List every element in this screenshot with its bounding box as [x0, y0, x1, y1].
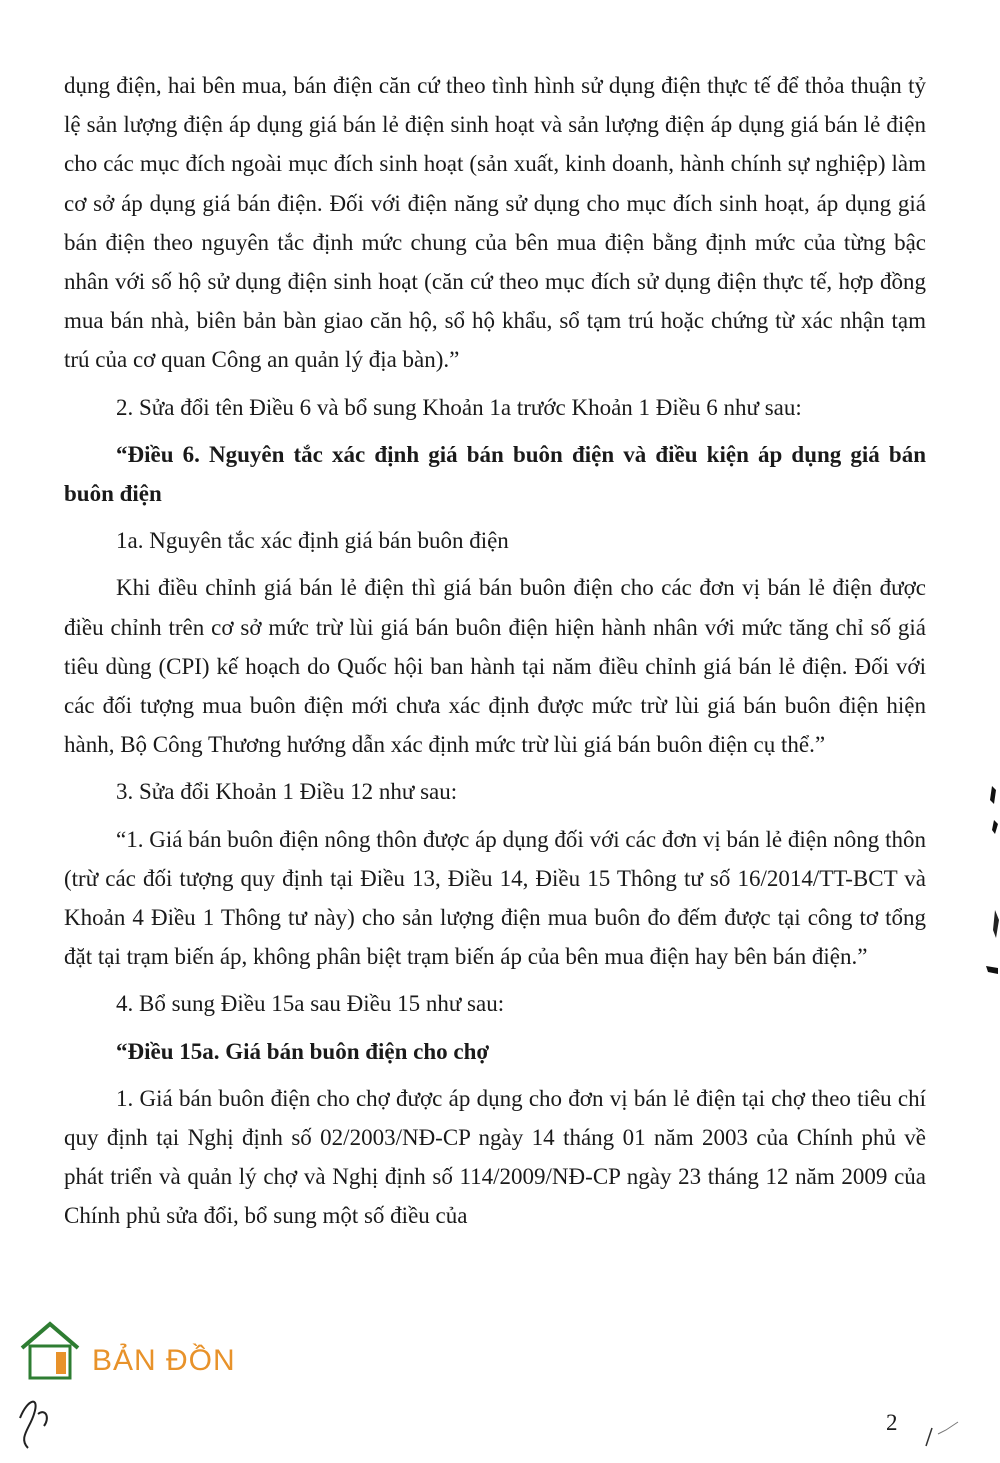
paragraph-4: 4. Bổ sung Điều 15a sau Điều 15 như sau: — [116, 991, 505, 1017]
page-number: 2 — [886, 1410, 898, 1435]
signature-mark — [918, 1410, 978, 1450]
clause-1a-title: 1a. Nguyên tắc xác định giá bán buôn điện — [116, 528, 509, 554]
watermark-logo — [10, 1318, 250, 1458]
paragraph-clause-1a: Khi điều chỉnh giá bán lẻ điện thì giá bán buôn điện cho các đơn vị bán lẻ điện được điều chỉnh trên cơ sở mức trừ lùi giá bán buôn điện hiện hành nhân với mức tăng chỉ số giá tiêu dùng (CPI) kế hoạch do Quốc hội ban hành tại năm điều chỉnh giá bán lẻ điện. Đối với các đối tượng mua buôn điện mới chưa xác định được mức trừ lùi giá bán buôn điện hiện hành, Bộ Công Thương hướng dẫn xác định mức trừ lùi giá bán buôn điện cụ thể.” — [64, 575, 926, 758]
article-6-heading: “Điều 6. Nguyên tắc xác định giá bán buôn điện và điều kiện áp dụng giá bán buôn điện — [64, 441, 926, 507]
paragraph-3: 3. Sửa đổi Khoản 1 Điều 12 như sau: — [116, 779, 458, 805]
body-text — [64, 66, 926, 1236]
paragraph-1: dụng điện, hai bên mua, bán điện căn cứ theo tình hình sử dụng điện thực tế để thỏa thuận tỷ lệ sản lượng điện áp dụng giá bán lẻ điện sinh hoạt và sản lượng điện áp dụng giá bán lẻ điện cho các mục đích ngoài mục đích sinh hoạt (sản xuất, kinh doanh, hành chính sự nghiệp) làm cơ sở áp dụng giá bán điện. Đối với điện năng sử dụng cho mục đích sinh hoạt, áp dụng giá bán điện theo nguyên tắc định mức chung của bên mua điện bằng định mức của từng bậc nhân với số hộ sử dụng điện sinh hoạt (căn cứ theo mục đích sử dụng điện thực tế, hợp đồng mua bán nhà, biên bản bàn giao căn hộ, sổ hộ khẩu, sổ tạm trú hoặc chứng từ xác nhận tạm trú của cơ quan Công an quản lý địa bàn).” — [64, 73, 926, 373]
scan-margin-marks — [980, 780, 1000, 980]
logo-text: BẢN ĐỒN — [92, 1344, 236, 1377]
house-logo-icon — [10, 1318, 250, 1458]
paragraph-2: 2. Sửa đổi tên Điều 6 và bổ sung Khoản 1a trước Khoản 1 Điều 6 như sau: — [116, 394, 802, 420]
paragraph-article-15a: 1. Giá bán buôn điện cho chợ được áp dụng cho đơn vị bán lẻ điện tại chợ theo tiêu chí quy định tại Nghị định số 02/2003/NĐ-CP ngày 14 tháng 01 năm 2003 của Chính phủ về phát triển và quản lý chợ và Nghị định số 114/2009/NĐ-CP ngày 23 tháng 12 năm 2009 của Chính phủ sửa đổi, bổ sung một số điều của — [64, 1085, 926, 1229]
article-15a-heading: “Điều 15a. Giá bán buôn điện cho chợ — [116, 1038, 490, 1064]
paragraph-clause-1: “1. Giá bán buôn điện nông thôn được áp dụng đối với các đơn vị bán lẻ điện nông thôn (trừ các đối tượng quy định tại Điều 13, Điều 14, Điều 15 Thông tư số 16/2014/TT-BCT và Khoản 4 Điều 1 Thông tư này) cho sản lượng điện mua buôn đo đếm được tại công tơ tổng đặt tại trạm biến áp, không phân biệt trạm biến áp của bên mua điện hay bên bán điện.” — [64, 826, 926, 970]
